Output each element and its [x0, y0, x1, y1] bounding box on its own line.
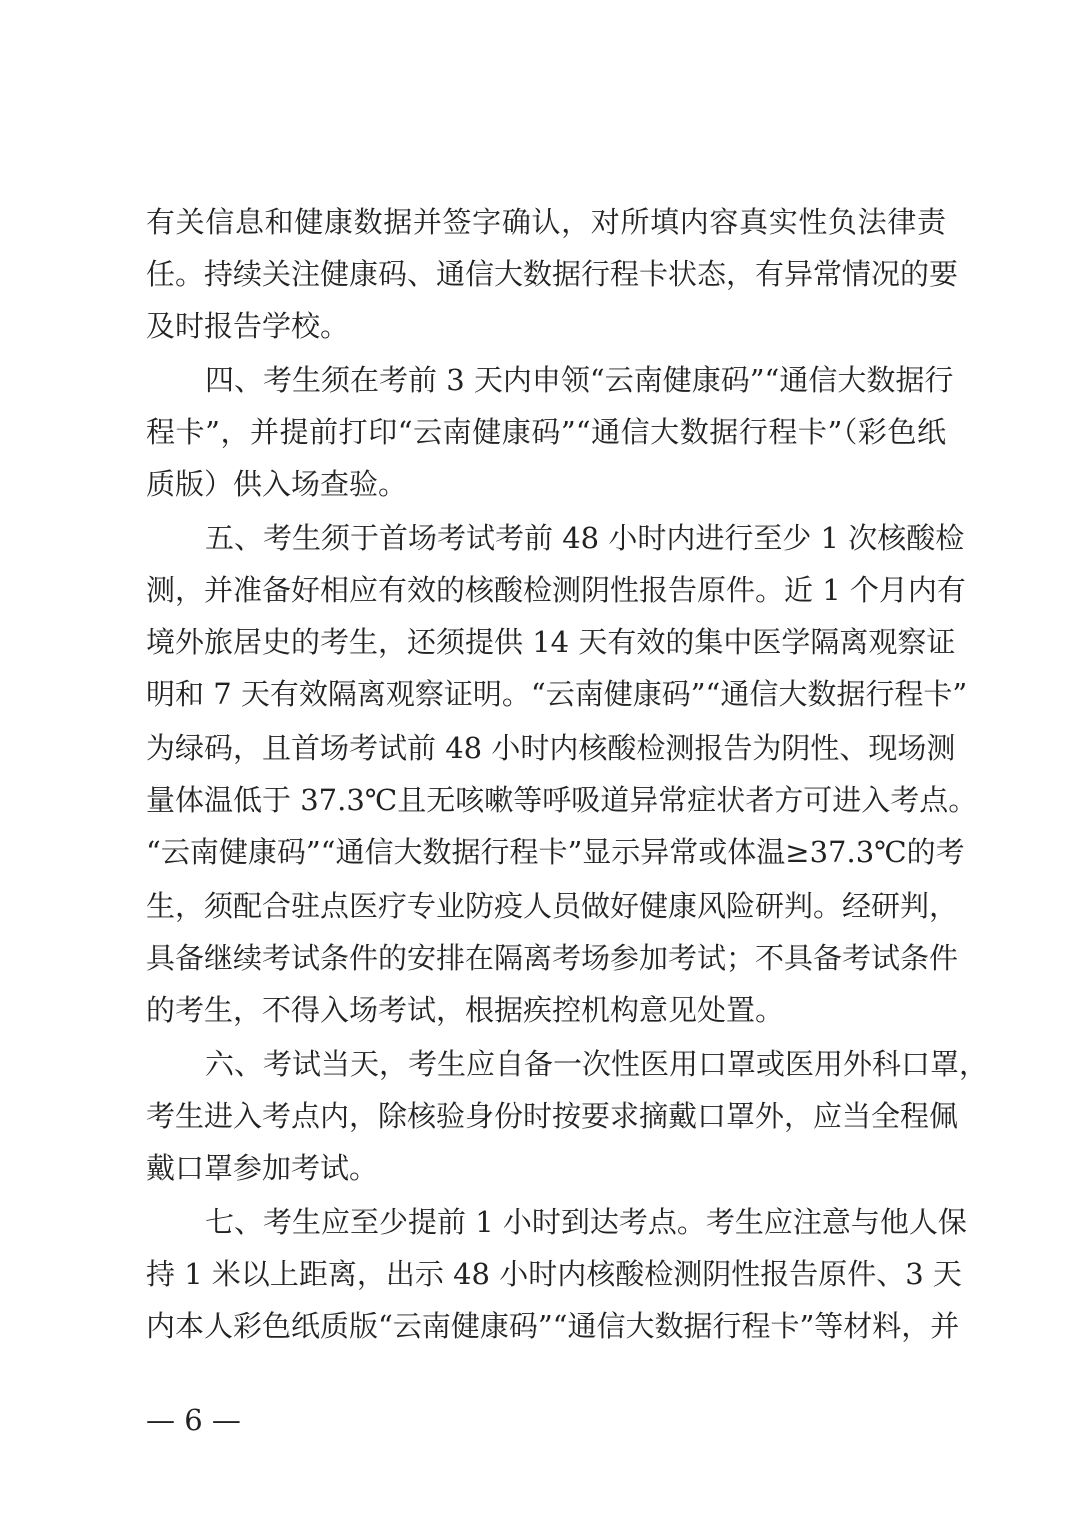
- text-line-5: 程卡”，并提前打印“云南健康码”“通信大数据行程卡”（彩色纸: [146, 415, 946, 449]
- text-line-4: 四、考生须在考前 3 天内申领“云南健康码”“通信大数据行: [205, 363, 954, 397]
- page-number: — 6 —: [146, 1403, 241, 1437]
- text-line-2: 任。持续关注健康码、通信大数据行程卡状态，有异常情况的要: [146, 257, 959, 291]
- text-line-13: “云南健康码”“通信大数据行程卡”显示异常或体温≥37.3℃的考: [146, 835, 965, 869]
- text-line-1: 有关信息和健康数据并签字确认，对所填内容真实性负法律责: [146, 205, 946, 239]
- text-line-22: 内本人彩色纸质版“云南健康码”“通信大数据行程卡”等材料，并: [146, 1309, 960, 1343]
- text-line-3: 及时报告学校。: [146, 309, 350, 343]
- text-line-15: 具备继续考试条件的安排在隔离考场参加考试；不具备考试条件: [146, 941, 959, 975]
- text-line-11: 为绿码，且首场考试前 48 小时内核酸检测报告为阴性、现场测: [146, 731, 956, 765]
- text-line-21: 持 1 米以上距离，出示 48 小时内核酸检测阴性报告原件、3 天: [146, 1257, 962, 1291]
- text-line-10: 明和 7 天有效隔离观察证明。“云南健康码”“通信大数据行程卡”: [146, 677, 968, 711]
- text-line-8: 测，并准备好相应有效的核酸检测阴性报告原件。近 1 个月内有: [146, 573, 966, 607]
- text-line-19: 戴口罩参加考试。: [146, 1151, 379, 1185]
- text-line-14: 生，须配合驻点医疗专业防疫人员做好健康风险研判。经研判，: [146, 889, 959, 923]
- text-line-6: 质版）供入场查验。: [146, 467, 408, 501]
- text-line-16: 的考生，不得入场考试，根据疾控机构意见处置。: [146, 993, 785, 1027]
- text-line-7: 五、考生须于首场考试考前 48 小时内进行至少 1 次核酸检: [205, 521, 965, 555]
- text-line-20: 七、考生应至少提前 1 小时到达考点。考生应注意与他人保: [205, 1205, 967, 1239]
- text-line-18: 考生进入考点内，除核验身份时按要求摘戴口罩外，应当全程佩: [146, 1099, 959, 1133]
- text-line-9: 境外旅居史的考生，还须提供 14 天有效的集中医学隔离观察证: [146, 625, 956, 659]
- text-line-12: 量体温低于 37.3℃且无咳嗽等呼吸道异常症状者方可进入考点。: [146, 783, 978, 817]
- text-line-17: 六、考试当天，考生应自备一次性医用口罩或医用外科口罩，: [205, 1047, 989, 1081]
